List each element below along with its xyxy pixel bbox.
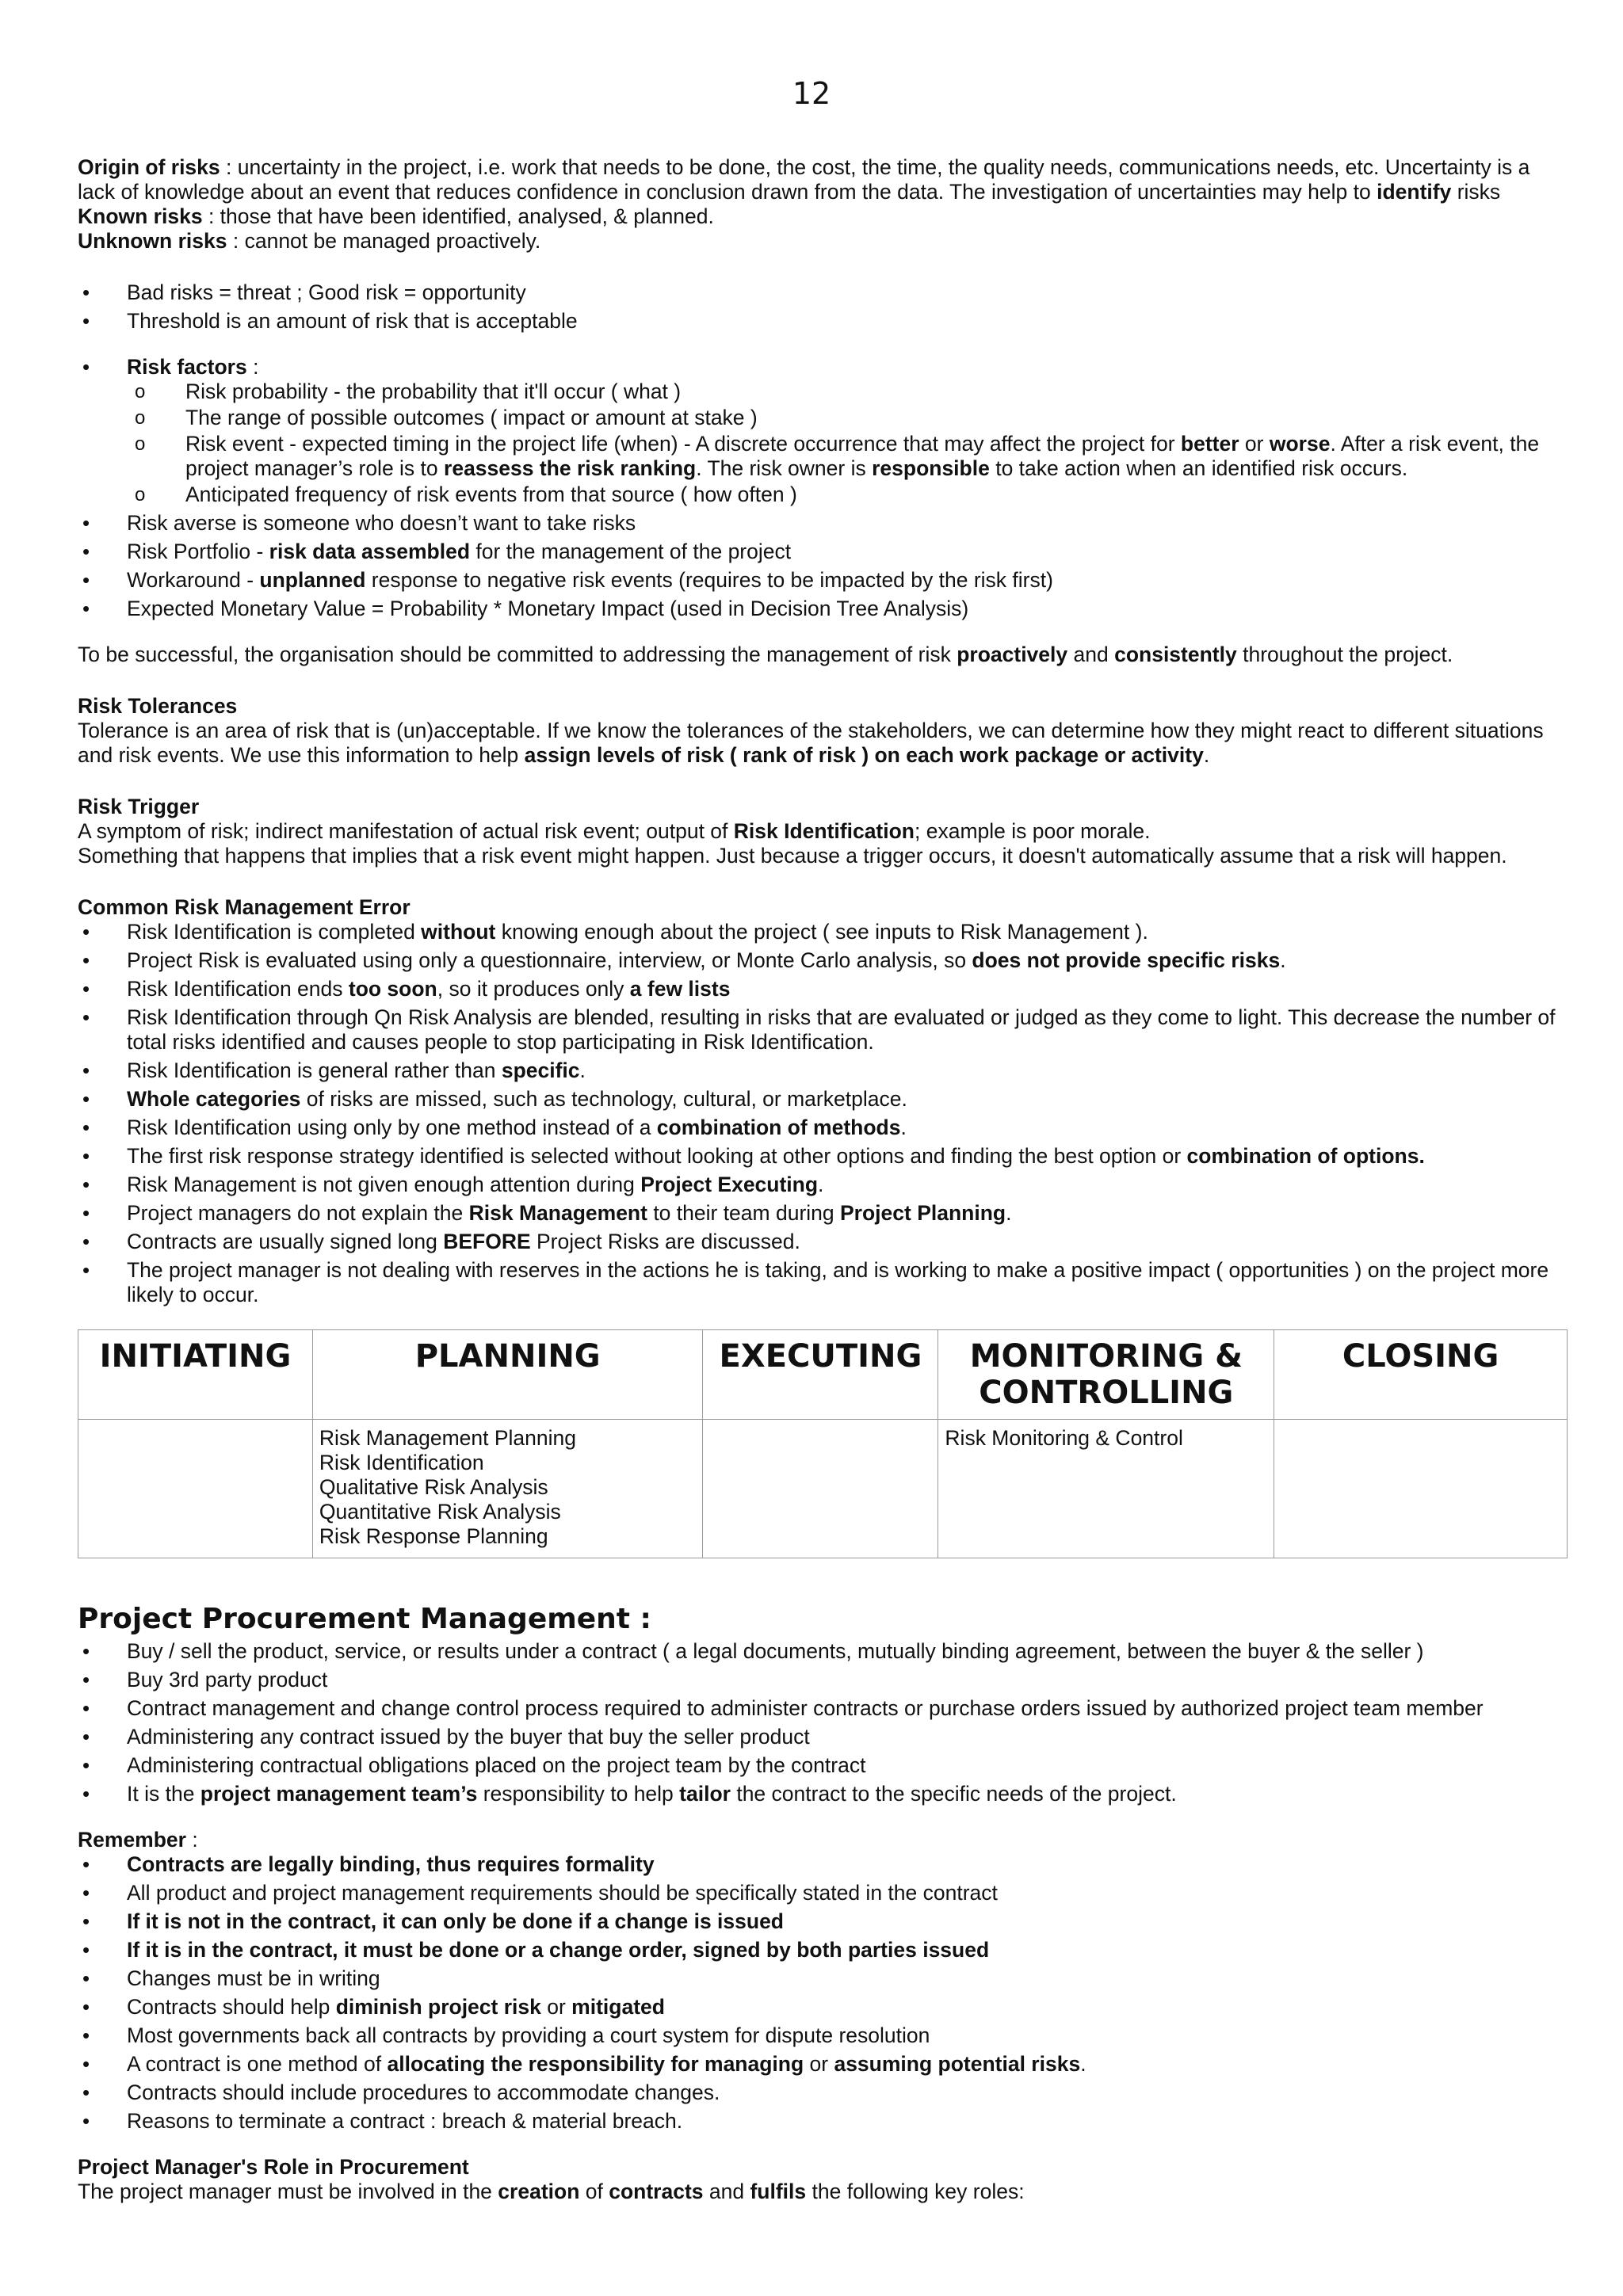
- text-run: :: [246, 355, 259, 379]
- phase-cell-executing: [703, 1420, 938, 1558]
- text-run: The range of possible outcomes ( impact or amount at stake ): [185, 406, 758, 429]
- text-run: Risk probability - the probability that it'll occur ( what ): [185, 379, 682, 403]
- text-run: and: [703, 2180, 750, 2203]
- text-run: : cannot be managed proactively.: [227, 229, 541, 253]
- list-item: [78, 1881, 1568, 1905]
- list-item: [78, 280, 1568, 305]
- list-item: [78, 2081, 1568, 2105]
- phase-process-name: Risk Monitoring & Control: [945, 1426, 1183, 1450]
- bold-text: assuming potential risks: [834, 2052, 1081, 2076]
- text-run: Project managers do not explain the: [127, 1201, 469, 1225]
- text-run: Risk Identification is general rather than: [127, 1058, 502, 1082]
- pm-role-body: [78, 2180, 1568, 2204]
- unknown-risks-line: [78, 229, 1568, 254]
- text-run: A symptom of risk; indirect manifestation of actual risk event; output of: [78, 819, 734, 843]
- bold-text: mitigated: [571, 1995, 665, 2019]
- text-run: It is the: [127, 1782, 200, 1806]
- bold-text: better: [1180, 432, 1239, 456]
- bold-text: Risk Management: [468, 1201, 647, 1225]
- bold-text: Whole categories: [127, 1087, 301, 1111]
- bold-text: unplanned: [259, 568, 366, 592]
- bold-text: allocating the responsibility for managing: [387, 2052, 804, 2076]
- pm-role-title: Project Manager's Role in Procurement: [78, 2155, 469, 2179]
- list-item: [78, 309, 1568, 334]
- text-run: .: [579, 1058, 586, 1082]
- text-run: or: [1239, 432, 1270, 456]
- process-phase-table: [78, 1329, 1568, 1558]
- risk-bullets-2: [78, 511, 1568, 621]
- text-run: Buy 3rd party product: [127, 1668, 328, 1691]
- text-run: All product and project management requirements should be specifically stated in the contract: [127, 1881, 998, 1905]
- text-run: Risk Portfolio -: [127, 540, 269, 563]
- text-run: The project manager is not dealing with reserves in the actions he is taking, and is working to make a positive impact ( opportunities ) on the project more likely to occur.: [127, 1258, 1549, 1306]
- text-run: or: [804, 2052, 834, 2076]
- bold-text: proactively: [957, 643, 1068, 666]
- text-run: Administering any contract issued by the buyer that buy the seller product: [127, 1725, 810, 1749]
- text-run: Contracts should help: [127, 1995, 336, 2019]
- list-item: [78, 948, 1568, 973]
- text-run: Risk Identification using only by one method instead of a: [127, 1116, 657, 1139]
- list-item: [78, 540, 1568, 564]
- text-run: Reasons to terminate a contract : breach & material breach.: [127, 2109, 683, 2133]
- text-run: :: [185, 1828, 198, 1852]
- risk-factors-list: [78, 355, 1568, 507]
- list-item: [78, 1005, 1568, 1055]
- remember-list: [78, 1852, 1568, 2134]
- text-run: . After a risk event, the project manager’s role is to: [185, 432, 1540, 480]
- list-item: [78, 977, 1568, 1001]
- text-run: throughout the project.: [1236, 643, 1453, 666]
- text-run: for the management of the project: [470, 540, 792, 563]
- bold-text: Known risks: [78, 204, 203, 228]
- phase-process-name: Risk Response Planning: [319, 1524, 548, 1548]
- phase-cell-initiating: [78, 1420, 313, 1558]
- text-run: to take action when an identified risk occurs.: [989, 456, 1408, 480]
- text-run: or: [540, 1995, 572, 2019]
- bold-text: identify: [1377, 180, 1452, 204]
- text-run: Bad risks = threat ; Good risk = opportunity: [127, 280, 526, 304]
- phase-cell-planning: [312, 1420, 703, 1558]
- bold-text: Project Planning: [840, 1201, 1006, 1225]
- list-item: [78, 597, 1568, 621]
- success-paragraph: [78, 643, 1568, 667]
- text-run: knowing enough about the project ( see inputs to Risk Management ).: [495, 920, 1148, 944]
- text-run: ; example is poor morale.: [915, 819, 1151, 843]
- text-run: A contract is one method of: [127, 2052, 388, 2076]
- text-run: , so it produces only: [437, 977, 630, 1001]
- list-item: [78, 406, 1568, 430]
- text-run: . The risk owner is: [696, 456, 873, 480]
- phase-header-row: [78, 1330, 1568, 1420]
- text-run: : uncertainty in the project, i.e. work that needs to be done, the cost, the time, the quality needs, communications needs, etc. Uncertainty is a lack of knowledge about an event that reduces confidence in conclusion drawn from the data. The investigation of uncertainties may help to: [78, 155, 1530, 204]
- bold-text: Risk factors: [127, 355, 247, 379]
- risk-trigger-line: [78, 844, 1568, 868]
- list-item: [78, 1753, 1568, 1778]
- bold-text: responsible: [872, 456, 990, 480]
- list-item: [78, 432, 1568, 481]
- phase-cell-monitoring: [938, 1420, 1274, 1558]
- text-run: .: [1203, 743, 1210, 767]
- bold-text: assign levels of risk ( rank of risk ) on each work package or activity: [524, 743, 1204, 767]
- bold-text: a few lists: [629, 977, 731, 1001]
- text-run: .: [1006, 1201, 1012, 1225]
- list-item: [78, 1087, 1568, 1112]
- list-item: [78, 1258, 1568, 1307]
- text-run: and: [1067, 643, 1115, 666]
- text-run: of: [579, 2180, 609, 2203]
- risk-factors-item: [78, 355, 1568, 507]
- text-run: .: [1080, 2052, 1086, 2076]
- phase-header-closing: CLOSING: [1274, 1330, 1568, 1420]
- bold-text: Remember: [78, 1828, 186, 1852]
- list-item: [78, 482, 1568, 507]
- bold-text: diminish project risk: [335, 1995, 541, 2019]
- text-run: To be successful, the organisation should be committed to addressing the management of risk: [78, 643, 957, 666]
- text-run: The first risk response strategy identified is selected without looking at other options and finding the best option or: [127, 1144, 1187, 1168]
- list-item: [78, 1995, 1568, 2019]
- bold-text: combination of methods: [656, 1116, 901, 1139]
- bold-text: without: [421, 920, 496, 944]
- bold-text: If it is in the contract, it must be done or a change order, signed by both parties issued: [127, 1938, 990, 1962]
- text-run: Project Risks are discussed.: [530, 1230, 800, 1253]
- bold-text: Contracts are legally binding, thus requires formality: [127, 1852, 655, 1876]
- text-run: Risk averse is someone who doesn’t want to take risks: [127, 511, 636, 535]
- bold-text: contracts: [609, 2180, 704, 2203]
- text-run: Risk event - expected timing in the project life (when) - A discrete occurrence that may affect the project for: [185, 432, 1181, 456]
- risk-trigger-title: Risk Trigger: [78, 795, 200, 818]
- phase-process-name: Risk Management Planning: [319, 1426, 576, 1450]
- bold-text: Project Executing: [640, 1173, 819, 1196]
- phase-cell-closing: [1274, 1420, 1568, 1558]
- list-item: [78, 2109, 1568, 2134]
- text-run: to their team during: [647, 1201, 840, 1225]
- text-run: The project manager must be involved in the: [78, 2180, 498, 2203]
- text-run: Risk Identification is completed: [127, 920, 422, 944]
- text-run: of risks are missed, such as technology, cultural, or marketplace.: [300, 1087, 907, 1111]
- origin-section: [78, 155, 1568, 254]
- list-item: [78, 1782, 1568, 1806]
- risk-bullets-1: [78, 280, 1568, 334]
- list-item: [78, 1852, 1568, 1877]
- bold-text: specific: [501, 1058, 580, 1082]
- text-run: Anticipated frequency of risk events from that source ( how often ): [185, 482, 797, 506]
- bold-text: tailor: [679, 1782, 731, 1806]
- list-item: [78, 379, 1568, 404]
- list-item: [78, 1058, 1568, 1083]
- list-item: [78, 1966, 1568, 1991]
- bold-text: risk data assembled: [269, 540, 471, 563]
- list-item: [78, 1144, 1568, 1169]
- phase-header-planning: PLANNING: [312, 1330, 703, 1420]
- phase-process-name: Quantitative Risk Analysis: [319, 1500, 561, 1524]
- bold-text: Origin of risks: [78, 155, 220, 179]
- common-errors-list: [78, 920, 1568, 1307]
- bold-text: Unknown risks: [78, 229, 227, 253]
- procurement-title: Project Procurement Management :: [78, 1603, 651, 1635]
- list-item: [78, 920, 1568, 944]
- phase-header-initiating: INITIATING: [78, 1330, 313, 1420]
- text-run: Expected Monetary Value = Probability * Monetary Impact (used in Decision Tree Analysis): [127, 597, 969, 620]
- bold-text: project management team’s: [200, 1782, 478, 1806]
- text-run: response to negative risk events (requires to be impacted by the risk first): [365, 568, 1053, 592]
- list-item: [78, 1230, 1568, 1254]
- text-run: Most governments back all contracts by providing a court system for dispute resolution: [127, 2023, 930, 2047]
- text-run: Workaround -: [127, 568, 260, 592]
- phase-header-monitoring: MONITORING & CONTROLLING: [938, 1330, 1274, 1420]
- list-item: [78, 1173, 1568, 1197]
- text-run: Changes must be in writing: [127, 1966, 380, 1990]
- text-run: Contracts should include procedures to accommodate changes.: [127, 2081, 720, 2104]
- phase-process-name: Qualitative Risk Analysis: [319, 1475, 548, 1499]
- text-run: risks: [1451, 180, 1501, 204]
- bold-text: consistently: [1114, 643, 1237, 666]
- phase-process-name: Risk Identification: [319, 1451, 484, 1474]
- origin-line: [78, 155, 1568, 204]
- list-item: [78, 1938, 1568, 1962]
- text-run: .: [818, 1173, 824, 1196]
- list-item: [78, 1201, 1568, 1226]
- known-risks-line: [78, 204, 1568, 229]
- bold-text: Risk Identification: [733, 819, 915, 843]
- list-item: [78, 1725, 1568, 1749]
- list-item: [78, 568, 1568, 593]
- bold-text: worse: [1269, 432, 1331, 456]
- text-run: the contract to the specific needs of the project.: [730, 1782, 1177, 1806]
- list-item: [78, 2023, 1568, 2048]
- list-item: [78, 1909, 1568, 1934]
- text-run: Contracts are usually signed long: [127, 1230, 444, 1253]
- procurement-list: [78, 1639, 1568, 1806]
- page-number: 12: [792, 76, 831, 111]
- list-item: [78, 1696, 1568, 1721]
- list-item: [78, 1639, 1568, 1664]
- text-run: Contract management and change control process required to administer contracts or purchase orders issued by authorized project team member: [127, 1696, 1484, 1720]
- text-run: .: [900, 1116, 907, 1139]
- risk-factors-heading: [127, 355, 258, 379]
- bold-text: does not provide specific risks: [972, 948, 1281, 972]
- text-run: Threshold is an amount of risk that is acceptable: [127, 309, 578, 333]
- list-item: [78, 511, 1568, 536]
- text-run: Buy / sell the product, service, or results under a contract ( a legal documents, mutually binding agreement, between the buyer & the seller ): [127, 1639, 1424, 1663]
- list-item: [78, 1668, 1568, 1692]
- bold-text: fulfils: [750, 2180, 807, 2203]
- text-run: the following key roles:: [806, 2180, 1025, 2203]
- text-run: Risk Identification through Qn Risk Analysis are blended, resulting in risks that are evaluated or judged as they come to light. This decrease the number of total risks identified and causes people to stop participating in Risk Identification.: [127, 1005, 1556, 1054]
- risk-trigger-line: [78, 819, 1568, 844]
- text-run: Project Risk is evaluated using only a questionnaire, interview, or Monte Carlo analysis, so: [127, 948, 972, 972]
- text-run: Administering contractual obligations placed on the project team by the contract: [127, 1753, 866, 1777]
- bold-text: creation: [498, 2180, 580, 2203]
- list-item: [78, 2052, 1568, 2077]
- remember-heading: [78, 1828, 1568, 1852]
- common-errors-title: Common Risk Management Error: [78, 895, 411, 919]
- bold-text: too soon: [348, 977, 437, 1001]
- bold-text: BEFORE: [443, 1230, 531, 1253]
- text-run: Risk Management is not given enough attention during: [127, 1173, 641, 1196]
- bold-text: combination of options.: [1186, 1144, 1425, 1168]
- document-body: [78, 71, 1568, 2204]
- text-run: responsibility to help: [477, 1782, 680, 1806]
- bold-text: reassess the risk ranking: [444, 456, 697, 480]
- text-run: : those that have been identified, analysed, & planned.: [202, 204, 714, 228]
- text-run: Risk Identification ends: [127, 977, 349, 1001]
- risk-factors-sublist: [78, 379, 1568, 507]
- bold-text: If it is not in the contract, it can only be done if a change is issued: [127, 1909, 784, 1933]
- phase-process-row: [78, 1420, 1568, 1558]
- list-item: [78, 1116, 1568, 1140]
- risk-tolerances-title: Risk Tolerances: [78, 694, 238, 718]
- phase-header-executing: EXECUTING: [703, 1330, 938, 1420]
- text-run: Something that happens that implies that a risk event might happen. Just because a trigger occurs, it doesn't automatically assume that a risk will happen.: [78, 844, 1507, 868]
- text-run: Tolerance is an area of risk that is (un)acceptable. If we know the tolerances of the stakeholders, we can determine how they might react to different situations and risk events. We use this information to help: [78, 719, 1544, 767]
- risk-tolerances-body: [78, 719, 1568, 768]
- text-run: .: [1280, 948, 1286, 972]
